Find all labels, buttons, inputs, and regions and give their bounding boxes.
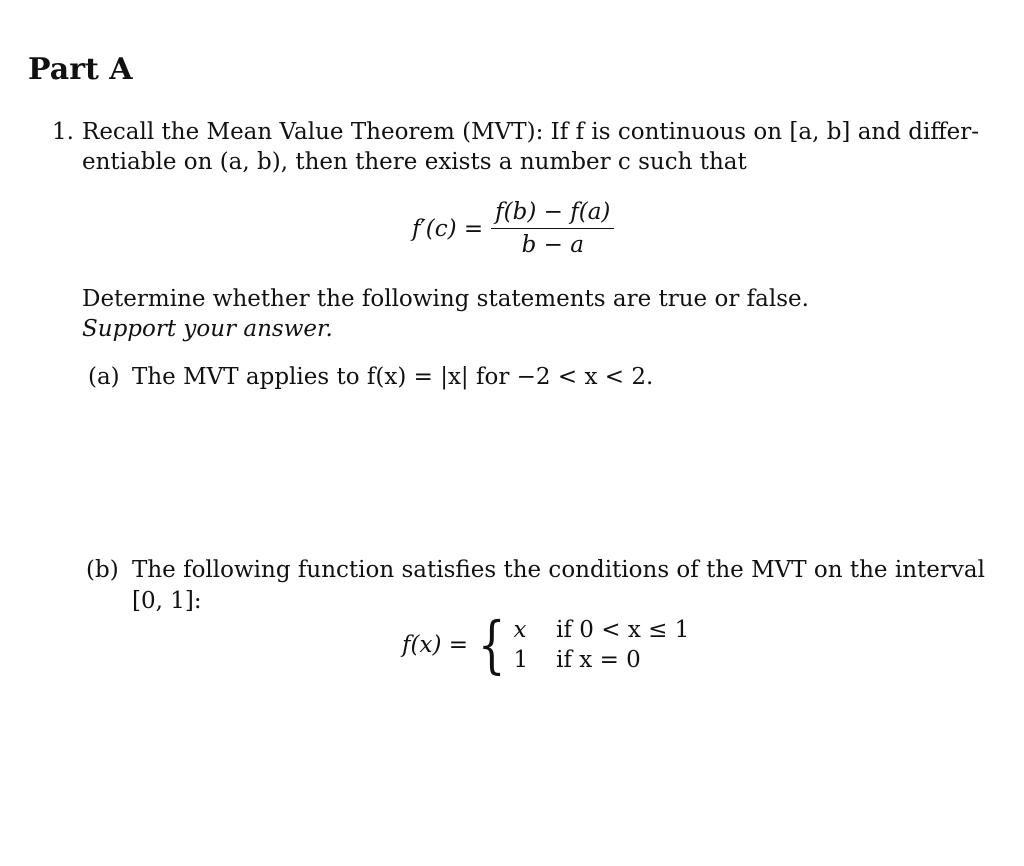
intro-line-1: Recall the Mean Value Theorem (MVT): If f is continuous on [a, b] and differ- [82,119,980,145]
cases-table [511,615,699,675]
intro-line-2: entiable on (a, b), then there exists a number c such that [82,149,747,175]
section-title: Part A [28,52,133,87]
case-row [511,645,699,675]
mvt-denominator: b − a [521,232,584,258]
case-value: x [513,617,527,643]
instruction-text: Determine whether the following statements are true or false. [82,286,809,312]
piecewise-function [402,608,699,681]
mvt-lhs: f′(c) = [412,215,484,242]
part-a-text: The MVT applies to f(x) = |x| for −2 < x < 2. [132,364,654,390]
mvt-fraction [491,196,614,261]
mvt-formula [412,196,614,261]
problem-number: 1. [52,119,74,145]
case-condition: if x = 0 [556,647,641,673]
part-b-text-line-1: The following function satisfies the conditions of the MVT on the interval [132,557,985,583]
left-brace: { [477,608,506,681]
instruction-emphasis: Support your answer. [82,316,333,342]
case-condition: if 0 < x ≤ 1 [556,617,690,643]
part-b-text-line-2: [0, 1]: [132,588,202,614]
part-a-label: (a) [88,364,120,390]
part-b-label: (b) [86,557,119,583]
case-row [511,615,699,645]
piecewise-lhs: f(x) = [402,632,469,658]
mvt-numerator: f(b) − f(a) [491,196,614,229]
case-value: 1 [513,647,529,673]
